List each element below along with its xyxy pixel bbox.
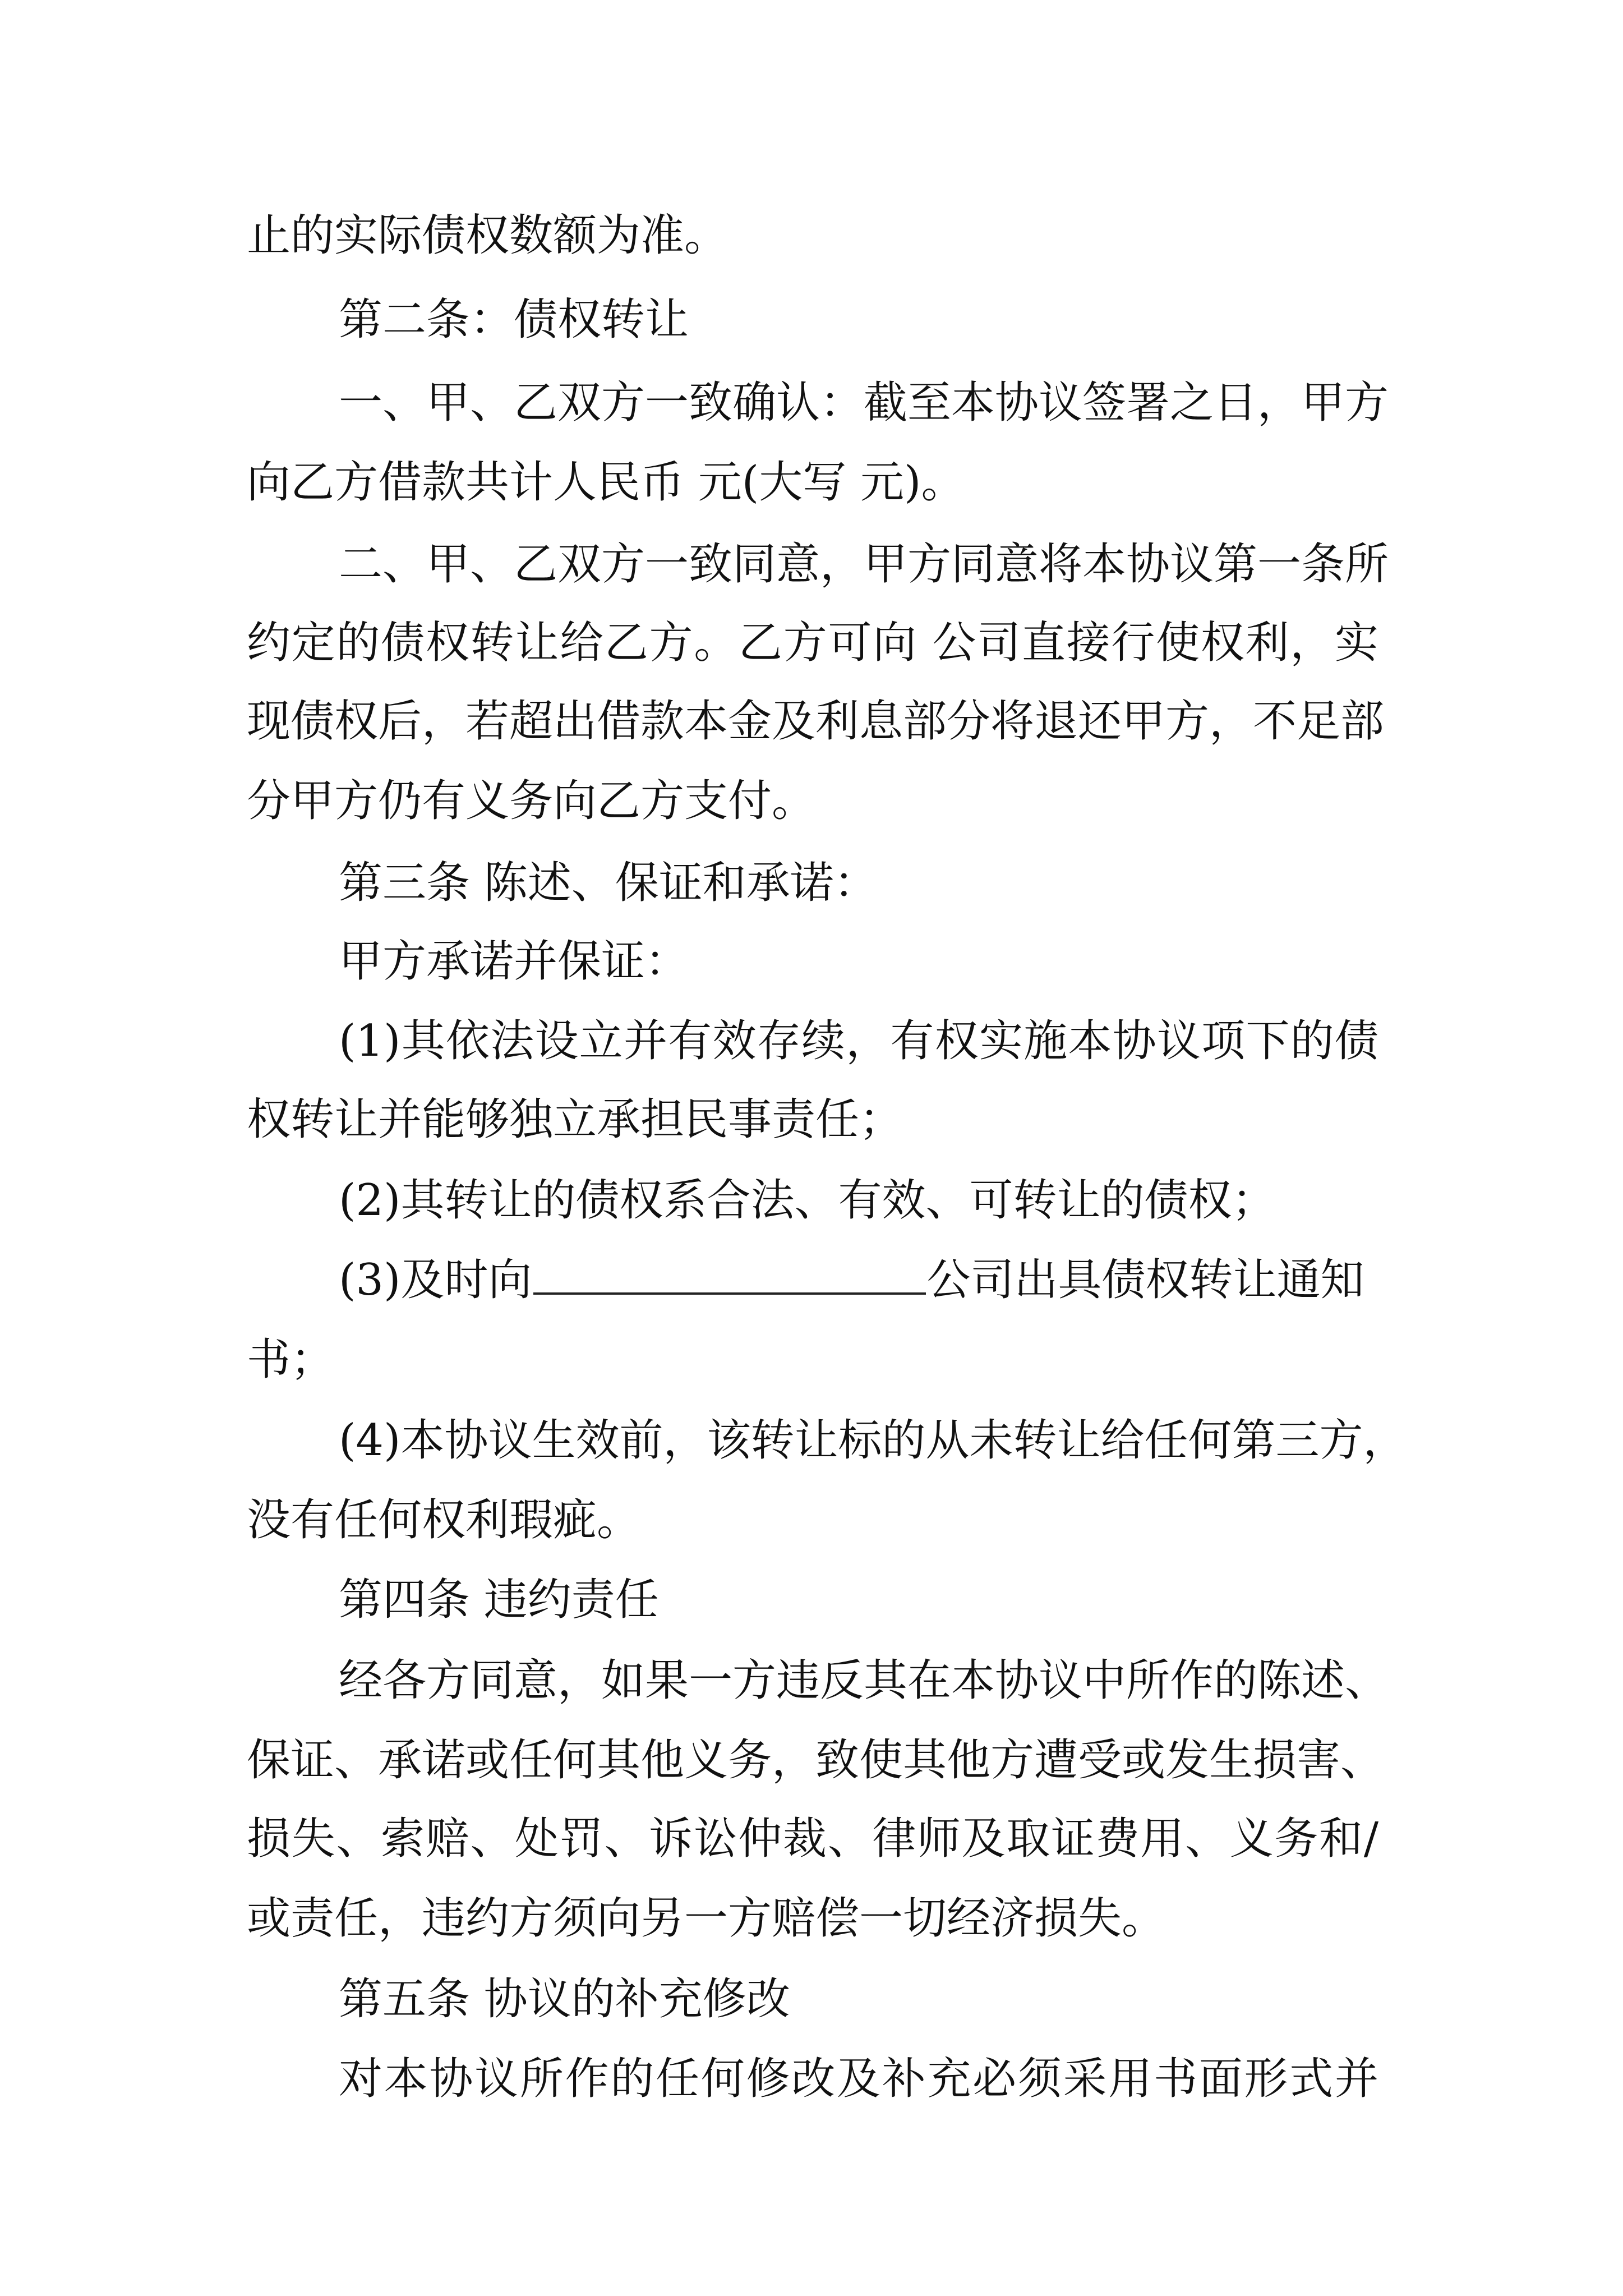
text-line: 分甲方仍有义务向乙方支付。	[247, 776, 816, 826]
text-segment: (3)及时向	[339, 1255, 532, 1305]
text-line: (2)其转让的债权系合法、有效、可转让的债权；	[339, 1175, 1276, 1226]
text-line: 甲方承诺并保证：	[339, 936, 689, 987]
text-line: 止的实际债权数额为准。	[247, 210, 728, 261]
article-heading: 第二条：债权转让	[339, 295, 689, 345]
text-line: 权转让并能够独立承担民事责任；	[247, 1094, 903, 1145]
article-heading: 第三条 陈述、保证和承诺：	[339, 858, 878, 908]
text-line: 或责任，违约方须向另一方赔偿一切经济损失。	[247, 1893, 1166, 1944]
text-line: 书；	[247, 1335, 335, 1385]
text-line: 经各方同意，如果一方违反其在本协议中所作的陈述、	[339, 1655, 1389, 1706]
text-segment: 公司出具债权转让通知	[926, 1255, 1364, 1305]
text-line: 二、甲、乙双方一致同意，甲方同意将本协议第一条所	[339, 539, 1389, 590]
article-heading: 第四条 违约责任	[339, 1575, 659, 1625]
text-line: 一、甲、乙双方一致确认：截至本协议签署之日，甲方	[339, 378, 1389, 428]
text-line: 保证、承诺或任何其他义务，致使其他方遭受或发生损害、	[247, 1735, 1385, 1786]
text-line: 约定的债权转让给乙方。乙方可向 公司直接行使权利，实	[247, 618, 1378, 668]
text-line: (1)其依法设立并有效存续，有权实施本协议项下的债	[339, 1016, 1378, 1066]
text-line: 向乙方借款共计人民币 元(大写 元)。	[247, 457, 965, 508]
text-line: 现债权后，若超出借款本金及利息部分将退还甲方，不足部	[247, 696, 1385, 747]
article-heading: 第五条 协议的补充修改	[339, 1974, 790, 2024]
fill-in-blank[interactable]	[533, 1253, 926, 1295]
text-line: (4)本协议生效前，该转让标的从未转让给任何第三方，	[339, 1415, 1407, 1466]
text-line: 没有任何权利瑕疵。	[247, 1495, 641, 1545]
text-line: 损失、索赔、处罚、诉讼仲裁、律师及取证费用、义务和/	[247, 1814, 1378, 1864]
text-line-with-blank	[339, 1252, 1364, 1308]
text-line: 对本协议所作的任何修改及补充必须采用书面形式并	[339, 2054, 1378, 2104]
